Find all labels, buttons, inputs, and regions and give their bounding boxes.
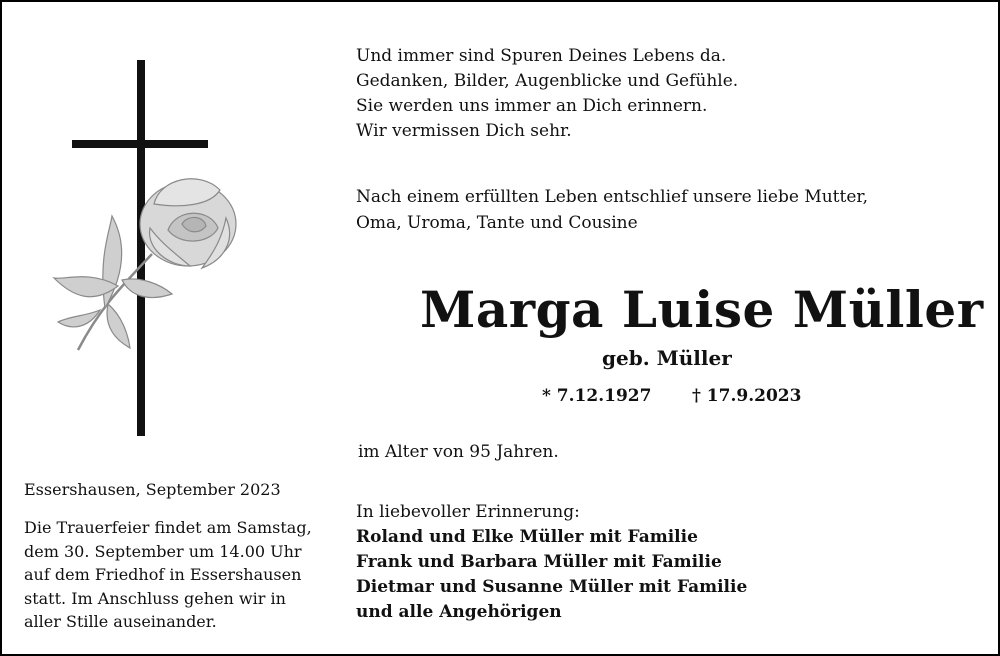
mourners-block — [356, 500, 747, 625]
cross-with-rose-icon — [50, 58, 250, 440]
mourner-line: Frank und Barbara Müller mit Familie — [356, 552, 722, 572]
cross-icon — [137, 60, 145, 436]
funeral-info — [24, 516, 324, 634]
mourner-line: und alle Angehörigen — [356, 602, 562, 622]
mourner-line: Dietmar und Susanne Müller mit Familie — [356, 577, 748, 597]
poem-line: Und immer sind Spuren Deines Lebens da. — [356, 46, 727, 66]
place-date: Essershausen, September 2023 — [24, 480, 281, 499]
funeral-line: aller Stille auseinander. — [24, 612, 217, 631]
memorial-poem — [356, 44, 738, 144]
birth-date: * 7.12.1927 — [542, 386, 652, 406]
mourners-heading: In liebevoller Erinnerung: — [356, 502, 580, 522]
poem-line: Sie werden uns immer an Dich erinnern. — [356, 96, 708, 116]
intro-line: Oma, Uroma, Tante und Cousine — [356, 213, 638, 233]
funeral-line: Die Trauerfeier findet am Samstag, — [24, 518, 312, 537]
funeral-line: auf dem Friedhof in Essershausen — [24, 565, 302, 584]
maiden-name: geb. Müller — [602, 346, 732, 370]
funeral-line: statt. Im Anschluss gehen wir in — [24, 588, 286, 608]
mourner-line: Roland und Elke Müller mit Familie — [356, 527, 698, 547]
intro-line: Nach einem erfüllten Leben entschlief unsere liebe Mutter, — [356, 187, 869, 207]
poem-line: Wir vermissen Dich sehr. — [356, 121, 572, 141]
deceased-name: Marga Luise Müller — [420, 280, 984, 339]
poem-line: Gedanken, Bilder, Augenblicke und Gefühle. — [356, 71, 739, 91]
intro-text — [356, 184, 868, 236]
death-date: † 17.9.2023 — [692, 386, 802, 406]
age-text: im Alter von 95 Jahren. — [358, 442, 559, 462]
funeral-line: dem 30. September um 14.00 Uhr — [24, 541, 302, 561]
